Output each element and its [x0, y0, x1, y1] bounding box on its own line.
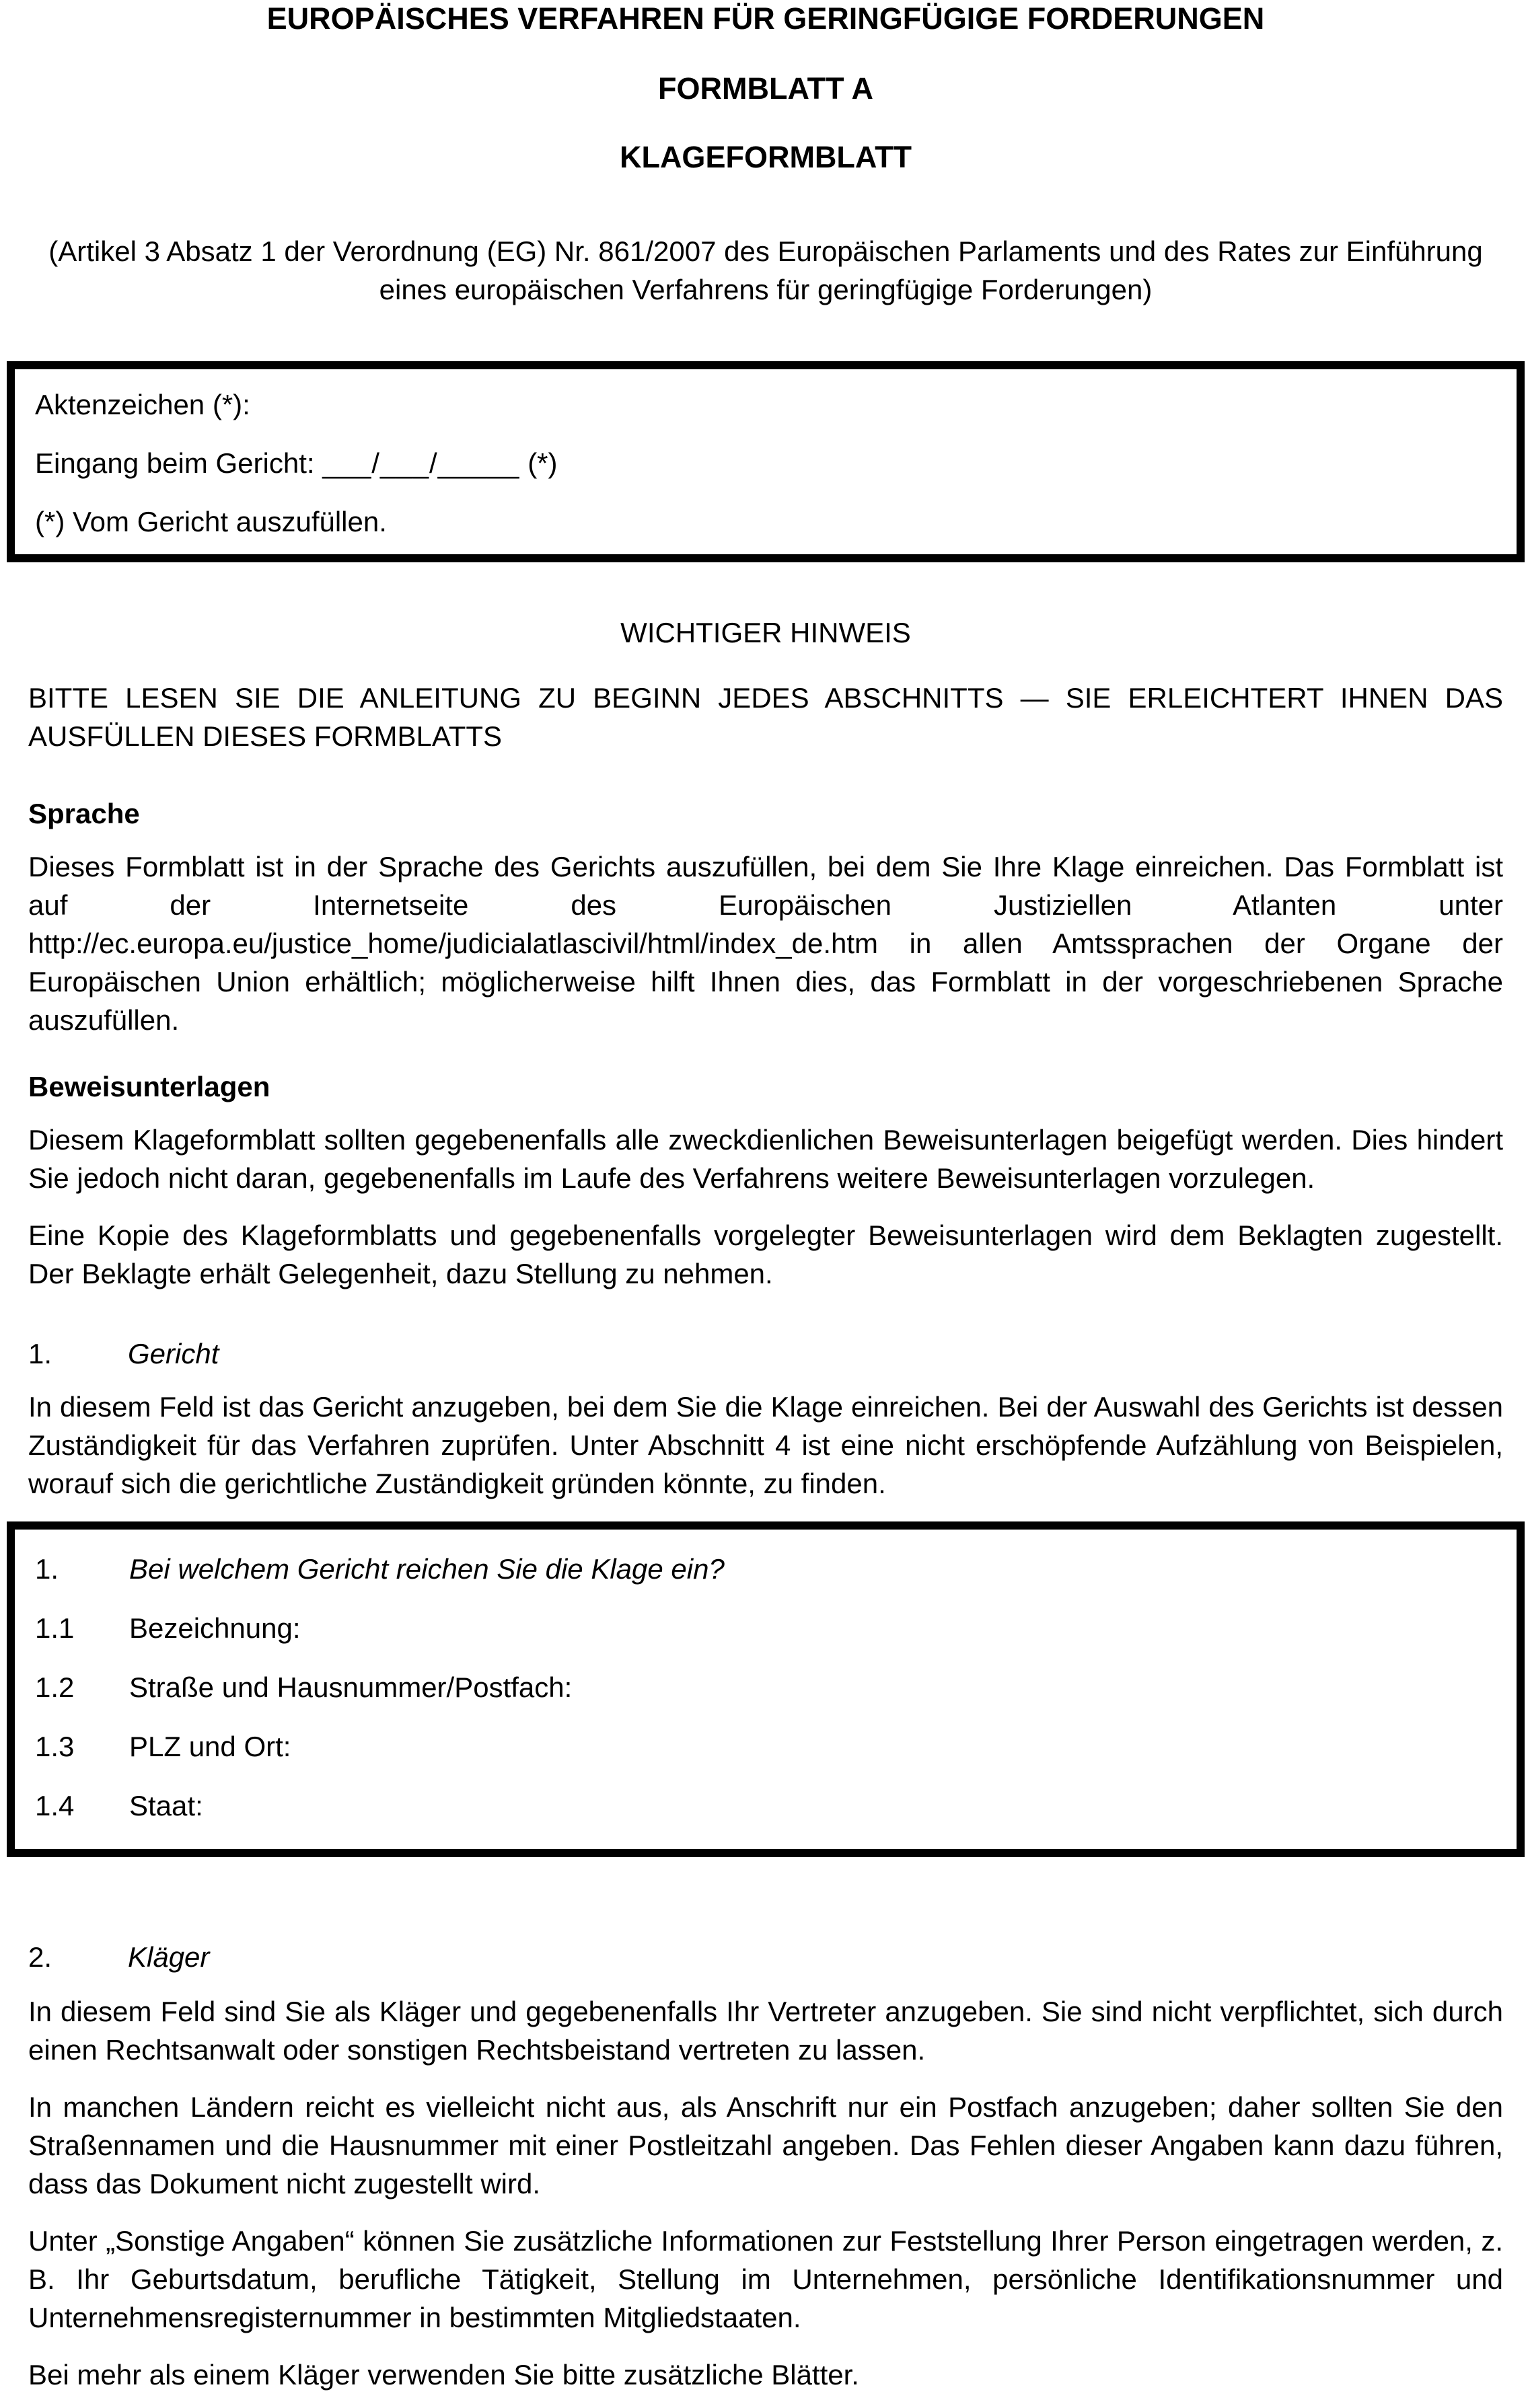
court-field-name [35, 1609, 1496, 1647]
field-1-4-number: 1.4 [35, 1790, 75, 1821]
evidence-paragraph-1: Diesem Klageformblatt sollten gegebenenfalls alle zweckdienlichen Beweisunterlagen beigefügt werden. Dies hindert Sie jedoch nicht daran, gegebenenfalls im Laufe des Verfahrens weitere Beweisunterlagen vorzulegen. [28, 1124, 1503, 1194]
court-receipt-row [35, 444, 1496, 482]
field-1-1-label: Bezeichnung: [129, 1612, 301, 1644]
section-1-paragraph: In diesem Feld ist das Gericht anzugeben, bei dem Sie die Klage einreichen. Bei der Auswahl des Gerichts ist dessen Zuständigkeit für das Verfahren zuprüfen. Unter Abschnitt 4 ist eine nicht erschöpfende Aufzählung von Beispielen, worauf sich die gerichtliche Zuständigkeit gründen könnte, zu finden. [28, 1391, 1503, 1499]
court-field-city [35, 1727, 1496, 1766]
court-field-country [35, 1786, 1496, 1825]
court-receipt-label: Eingang beim Gericht: [35, 447, 315, 479]
case-reference-box [7, 361, 1525, 562]
court-receipt-asterisk: (*) [527, 447, 558, 479]
evidence-heading: Beweisunterlagen [28, 1071, 270, 1102]
court-question-text: Bei welchem Gericht reichen Sie die Klage ein? [129, 1553, 725, 1585]
language-paragraph: Dieses Formblatt ist in der Sprache des Gerichts auszufüllen, bei dem Sie Ihre Klage einreichen. Das Formblatt ist auf der Internetseite des Europäischen Justiziellen Atlanten unter http://ec.europa.eu/justice_home/judicialatlascivil/html/index_de.htm in allen Amtssprachen der Organe der Europäischen Union erhältlich; möglicherweise hilft Ihnen dies, das Formblatt in der vorgeschriebenen Sprache auszufüllen. [28, 851, 1503, 1036]
section-1-court-heading [28, 1334, 1503, 1373]
field-1-2-label: Straße und Hausnummer/Postfach: [129, 1671, 573, 1703]
court-receipt-date-blank: ___/___/_____ [322, 447, 520, 479]
court-question-row [35, 1550, 1496, 1588]
court-footnote: (*) Vom Gericht auszufüllen. [35, 506, 387, 537]
section-2-title: Kläger [128, 1941, 210, 1973]
important-notice-heading: WICHTIGER HINWEIS [620, 617, 911, 648]
language-heading: Sprache [28, 798, 140, 829]
form-sheet-title: FORMBLATT A [658, 71, 873, 106]
field-1-4-label: Staat: [129, 1790, 203, 1821]
case-number-label: Aktenzeichen (*): [35, 389, 250, 420]
section-2-paragraph-2: In manchen Ländern reicht es vielleicht nicht aus, als Anschrift nur ein Postfach anzugeben; daher sollten Sie den Straßennamen und die Hausnummer mit einer Postleitzahl angeben. Das Fehlen dieser Angaben kann dazu führen, dass das Dokument nicht zugestellt wird. [28, 2091, 1503, 2199]
field-1-2-number: 1.2 [35, 1671, 75, 1703]
field-1-3-number: 1.3 [35, 1731, 75, 1762]
court-question-number: 1. [35, 1553, 59, 1585]
evidence-paragraph-2: Eine Kopie des Klageformblatts und gegebenenfalls vorgelegter Beweisunterlagen wird dem Beklagten zugestellt. Der Beklagte erhält Gelegenheit, dazu Stellung zu nehmen. [28, 1219, 1503, 1289]
section-2-paragraph-4: Bei mehr als einem Kläger verwenden Sie bitte zusätzliche Blätter. [28, 2359, 859, 2391]
important-notice-body: BITTE LESEN SIE DIE ANLEITUNG ZU BEGINN JEDES ABSCHNITTS — SIE ERLEICHTERT IHNEN DAS AUSFÜLLEN DIESES FORMBLATTS [28, 682, 1503, 752]
claim-form-title: KLAGEFORMBLATT [619, 140, 912, 174]
document-title: EUROPÄISCHES VERFAHREN FÜR GERINGFÜGIGE FORDERUNGEN [266, 1, 1265, 36]
regulation-subtitle: (Artikel 3 Absatz 1 der Verordnung (EG) Nr. 861/2007 des Europäischen Parlaments und des Rates zur Einführung eines europäischen Verfahrens für geringfügige Forderungen) [48, 235, 1483, 305]
court-field-street [35, 1668, 1496, 1706]
section-2-number: 2. [28, 1941, 52, 1973]
section-2-paragraph-3: Unter „Sonstige Angaben“ können Sie zusätzliche Informationen zur Feststellung Ihrer Person eingetragen werden, z. B. Ihr Geburtsdatum, berufliche Tätigkeit, Stellung im Unternehmen, persönliche Identifikationsnummer und Unternehmensregisternummer in bestimmten Mitgliedstaaten. [28, 2225, 1503, 2333]
court-details-box [7, 1521, 1525, 1857]
section-1-title: Gericht [128, 1338, 219, 1369]
field-1-1-number: 1.1 [35, 1612, 75, 1644]
section-1-number: 1. [28, 1338, 52, 1369]
section-2-paragraph-1: In diesem Feld sind Sie als Kläger und gegebenenfalls Ihr Vertreter anzugeben. Sie sind nicht verpflichtet, sich durch einen Rechtsanwalt oder sonstigen Rechtsbeistand vertreten zu lassen. [28, 1996, 1503, 2066]
field-1-3-label: PLZ und Ort: [129, 1731, 291, 1762]
section-2-claimant-heading [28, 1938, 1503, 1976]
